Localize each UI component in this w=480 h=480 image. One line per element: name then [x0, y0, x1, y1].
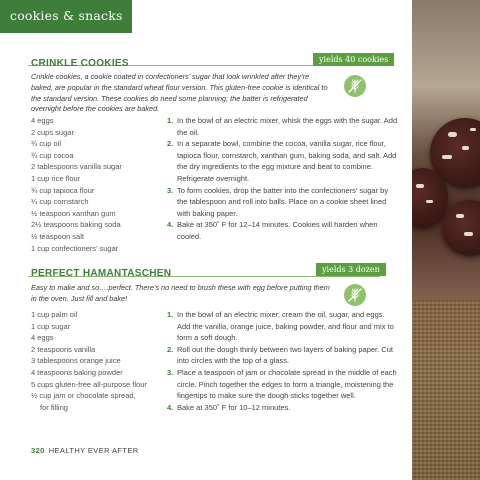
step-text: In a separate bowl, combine the cocoa, vanilla sugar, rice flour, tapioca flour, cornstarch, xanthan gum, baking soda, and salt. Add the dry ingredients to the egg mixture and beat to combine. Refrigerate overnight. — [177, 139, 397, 183]
recipe-title: CRINKLE COOKIES — [31, 58, 129, 69]
ingredient-item: 1 cup palm oil — [31, 310, 78, 319]
ingredient-item: 1 cup sugar — [31, 321, 71, 331]
recipe-yield-badge: yields 40 cookies — [313, 53, 394, 66]
cookie-photo — [412, 0, 480, 480]
book-title: HEALTHY EVER AFTER — [48, 446, 139, 455]
sugar-crack — [442, 155, 452, 159]
ingredient-item: 2½ teaspoons baking soda — [31, 220, 121, 230]
section-title: cookies & snacks — [10, 8, 123, 23]
step-number: 4. — [167, 402, 174, 412]
section-header — [0, 0, 132, 33]
step-text: Place a teaspoon of jam or chocolate spread in the middle of each circle. Pinch together the edges to form a triangle, moistening the fingertips to make sure the dough sticks together well. — [177, 367, 397, 401]
sugar-crack — [416, 184, 424, 188]
step-text: Bake at 350˚ F for 10–12 minutes. — [177, 402, 291, 412]
recipe-intro: Crinkle cookies, a cookie coated in confectioners’ sugar that look wrinkled after they’re baked, are popular in the standard wheat flour version. This gluten-free cookie is identical to the standard version. These cookies do need some planning; the batter is refrigerated overnight before the cookies are baked. — [31, 72, 328, 114]
ingredient-item: 5 cups gluten-free all-purpose flour — [31, 379, 147, 389]
step-item — [167, 309, 399, 344]
gluten-free-icon — [344, 75, 366, 97]
step-number: 2. — [167, 344, 174, 354]
recipe-yield-badge: yields 3 dozen — [316, 263, 386, 276]
ingredient-item: 2 tablespoons vanilla sugar — [31, 162, 122, 172]
cookie-image — [442, 200, 480, 256]
step-number: 4. — [167, 220, 174, 230]
ingredient-item: ½ cup jam or chocolate spread, — [31, 391, 136, 401]
ingredient-item: ¼ cup cornstarch — [31, 197, 89, 207]
ingredient-item: for filling — [40, 402, 68, 412]
step-number: 3. — [167, 367, 174, 377]
step-item — [167, 185, 399, 220]
step-item — [167, 344, 399, 367]
sugar-crack — [426, 200, 433, 203]
ingredient-item: 2 cups sugar — [31, 127, 74, 137]
sugar-crack — [470, 128, 476, 131]
sugar-crack — [456, 214, 464, 218]
step-item — [167, 402, 399, 414]
ingredients-list — [31, 309, 165, 413]
ingredient-item: 2 teaspoons vanilla — [31, 344, 96, 354]
step-item — [167, 219, 399, 242]
ingredient-item: ½ teaspoon salt — [31, 231, 84, 241]
ingredient-item: 4 eggs — [31, 116, 54, 125]
ingredient-item: 4 teaspoons baking powder — [31, 367, 123, 377]
burlap-cloth — [412, 300, 480, 480]
step-text: In the bowl of an electric mixer, cream the oil, sugar, and eggs. Add the vanilla, orange juice, baking powder, and flour and mix to form a soft dough. — [177, 310, 394, 343]
steps-list — [167, 309, 399, 413]
step-text: Roll out the dough thinly between two layers of baking paper. Cut into circles with the top of a glass. — [177, 344, 393, 366]
recipe-intro: Easy to make and so….perfect. There’s no need to brush these with egg before putting them in the oven. Just fill and bake! — [31, 283, 330, 303]
recipe-title: PERFECT HAMANTASCHEN — [31, 268, 172, 279]
page-number: 320 — [31, 446, 45, 455]
step-number: 2. — [167, 139, 174, 149]
ingredient-item: 1 cup confectioners’ sugar — [31, 243, 119, 253]
step-number: 3. — [167, 185, 174, 195]
ingredient-item: 4 eggs — [31, 333, 54, 343]
step-number: 1. — [167, 310, 174, 319]
step-item — [167, 138, 399, 184]
step-text: Bake at 350˚ F for 12–14 minutes. Cookies will harden when cooled. — [177, 220, 378, 241]
step-number: 1. — [167, 116, 174, 125]
page-footer — [31, 446, 139, 455]
ingredient-item: ¾ cup tapioca flour — [31, 185, 95, 195]
sugar-crack — [462, 146, 469, 150]
steps-list — [167, 115, 399, 243]
ingredient-item: ¾ cup oil — [31, 139, 62, 149]
ingredients-list — [31, 115, 159, 254]
ingredient-item: 3 tablespoons orange juice — [31, 356, 121, 366]
sugar-crack — [448, 132, 457, 137]
step-item — [167, 115, 399, 138]
step-item — [167, 367, 399, 402]
sugar-crack — [464, 232, 473, 236]
ingredient-item: ½ teaspoon xanthan gum — [31, 208, 116, 218]
gluten-free-icon — [344, 284, 366, 306]
step-text: To form cookies, drop the batter into the confectioners’ sugar by the tablespoon and roll into balls. Place on a cookie sheet lined with baking paper. — [177, 185, 389, 218]
ingredient-item: 1 cup rice flour — [31, 173, 81, 183]
ingredient-item: ¾ cup cocoa — [31, 150, 74, 160]
step-text: In the bowl of an electric mixer, whisk the eggs with the sugar. Add the oil. — [177, 116, 398, 137]
